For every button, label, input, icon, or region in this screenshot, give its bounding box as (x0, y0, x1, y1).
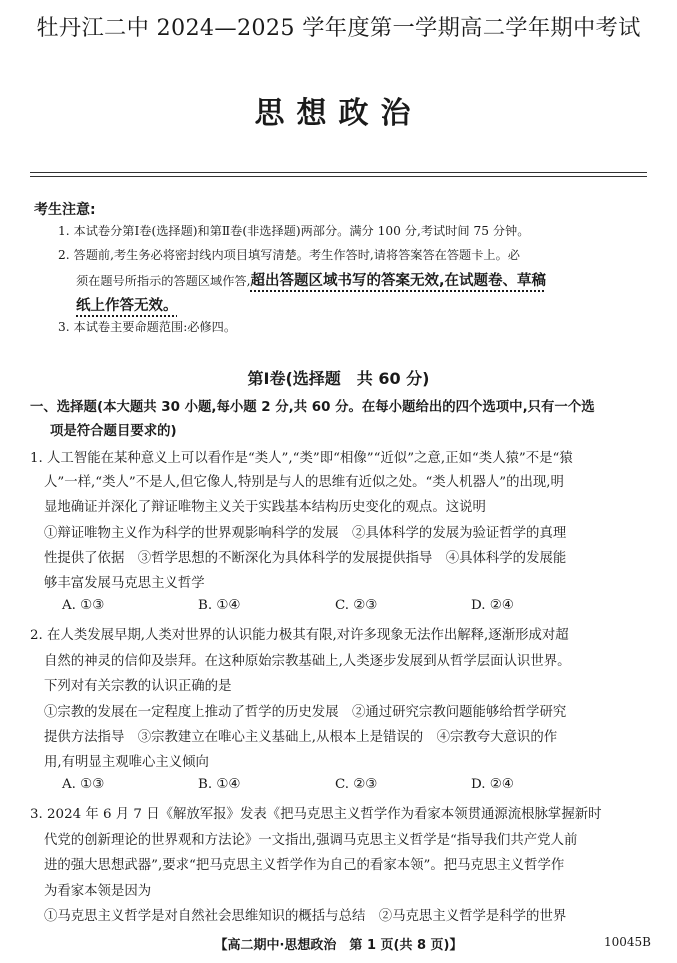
notice-item-2-line-3 (76, 294, 178, 315)
header-rule (30, 172, 647, 173)
question-2-option-b[interactable]: B. ①④ (198, 777, 241, 792)
question-1-option-d[interactable]: D. ②④ (471, 598, 514, 613)
paper-code: 10045B (604, 935, 651, 949)
question-2-statement-line-1: ①宗教的发展在一定程度上推动了哲学的历史发展 ②通过研究宗教问题能够给哲学研究 (44, 705, 567, 720)
question-1-line-1: 1. 人工智能在某种意义上可以看作是“类人”,“类”即“相像”“近似”之意,正如“类人猿”不是“猿 (30, 451, 573, 466)
question-1-option-a[interactable]: A. ①③ (62, 598, 105, 613)
question-2-line-1: 2. 在人类发展早期,人类对世界的认识能力极其有限,对许多现象无法作出解释,逐渐形成对超 (30, 628, 569, 643)
question-1-statement-line-3: 够丰富发展马克思主义哲学 (44, 576, 205, 591)
question-1-statement-line-1: ①辩证唯物主义作为科学的世界观影响科学的发展 ②具体科学的发展为验证哲学的真理 (44, 526, 567, 541)
notice-item-2-plain: 须在题号所指示的答题区域作答, (76, 274, 251, 288)
question-3-line-4: 为看家本领是因为 (44, 884, 152, 899)
question-2-line-2: 自然的神灵的信仰及崇拜。在这种原始宗教基础上,人类逐步发展到从哲学层面认识世界。 (44, 654, 571, 669)
notice-heading: 考生注意: (34, 202, 96, 218)
section-instruction-line-1: 一、选择题(本大题共 30 小题,每小题 2 分,共 60 分。在每小题给出的四个选项中,只有一个选 (30, 400, 595, 415)
subject-title: 思想政治 (254, 96, 423, 131)
notice-item-2-line-1: 2. 答题前,考生务必将密封线内项目填写清楚。考生作答时,请将答案答在答题卡上。必 (58, 248, 520, 262)
notice-item-1: 1. 本试卷分第Ⅰ卷(选择题)和第Ⅱ卷(非选择题)两部分。满分 100 分,考试时间 75 分钟。 (58, 224, 530, 238)
question-3-line-1: 3. 2024 年 6 月 7 日《解放军报》发表《把马克思主义哲学作为看家本领贯通源流根脉掌握新时 (30, 807, 602, 822)
question-2-line-3: 下列对有关宗教的认识正确的是 (44, 679, 232, 694)
question-1-option-c[interactable]: C. ②③ (335, 598, 378, 613)
section-instruction-line-2: 项是符合题目要求的) (50, 424, 177, 439)
question-1-option-b[interactable]: B. ①④ (198, 598, 241, 613)
question-2-option-a[interactable]: A. ①③ (62, 777, 105, 792)
question-3-line-2: 代党的创新理论的世界观和方法论》一文指出,强调马克思主义哲学是“指导我们共产党人前 (44, 833, 578, 848)
page-footer: 【高二期中·思想政治 第 1 页(共 8 页)】 (214, 938, 463, 953)
question-1-statement-line-2: 性提供了依据 ③哲学思想的不断深化为具体科学的发展提供指导 ④具体科学的发展能 (44, 551, 567, 566)
notice-item-2-emphasis: 超出答题区域书写的答案无效,在试题卷、草稿 (250, 273, 547, 289)
question-3-statement-line-1: ①马克思主义哲学是对自然社会思维知识的概括与总结 ②马克思主义哲学是科学的世界 (44, 909, 567, 924)
question-2-option-c[interactable]: C. ②③ (335, 777, 378, 792)
header-rule-thin (30, 176, 647, 177)
question-3-line-3: 进的强大思想武器”,要求“把马克思主义哲学作为自己的看家本领”。把马克思主义哲学作 (44, 858, 565, 873)
notice-item-3: 3. 本试卷主要命题范围:必修四。 (58, 320, 237, 334)
question-1-line-3: 显地确证并深化了辩证唯物主义关于实践基本结构历史变化的观点。这说明 (44, 500, 486, 515)
section-title: 第Ⅰ卷(选择题 共 60 分) (247, 369, 430, 388)
question-2-statement-line-3: 用,有明显主观唯心主义倾向 (44, 755, 209, 770)
notice-item-2-emphasis-2: 纸上作答无效。 (76, 298, 178, 314)
question-1-line-2: 人”一样,“类人”不是人,但它像人,特别是与人的思维有近似之处。“类人机器人”的出现,明 (44, 475, 564, 490)
question-2-option-d[interactable]: D. ②④ (471, 777, 514, 792)
question-2-statement-line-2: 提供方法指导 ③宗教建立在唯心主义基础上,从根本上是错误的 ④宗教夸大意识的作 (44, 730, 558, 745)
exam-title: 牡丹江二中 2024—2025 学年度第一学期高二学年期中考试 (36, 15, 641, 41)
notice-item-2-line-2 (76, 269, 546, 290)
